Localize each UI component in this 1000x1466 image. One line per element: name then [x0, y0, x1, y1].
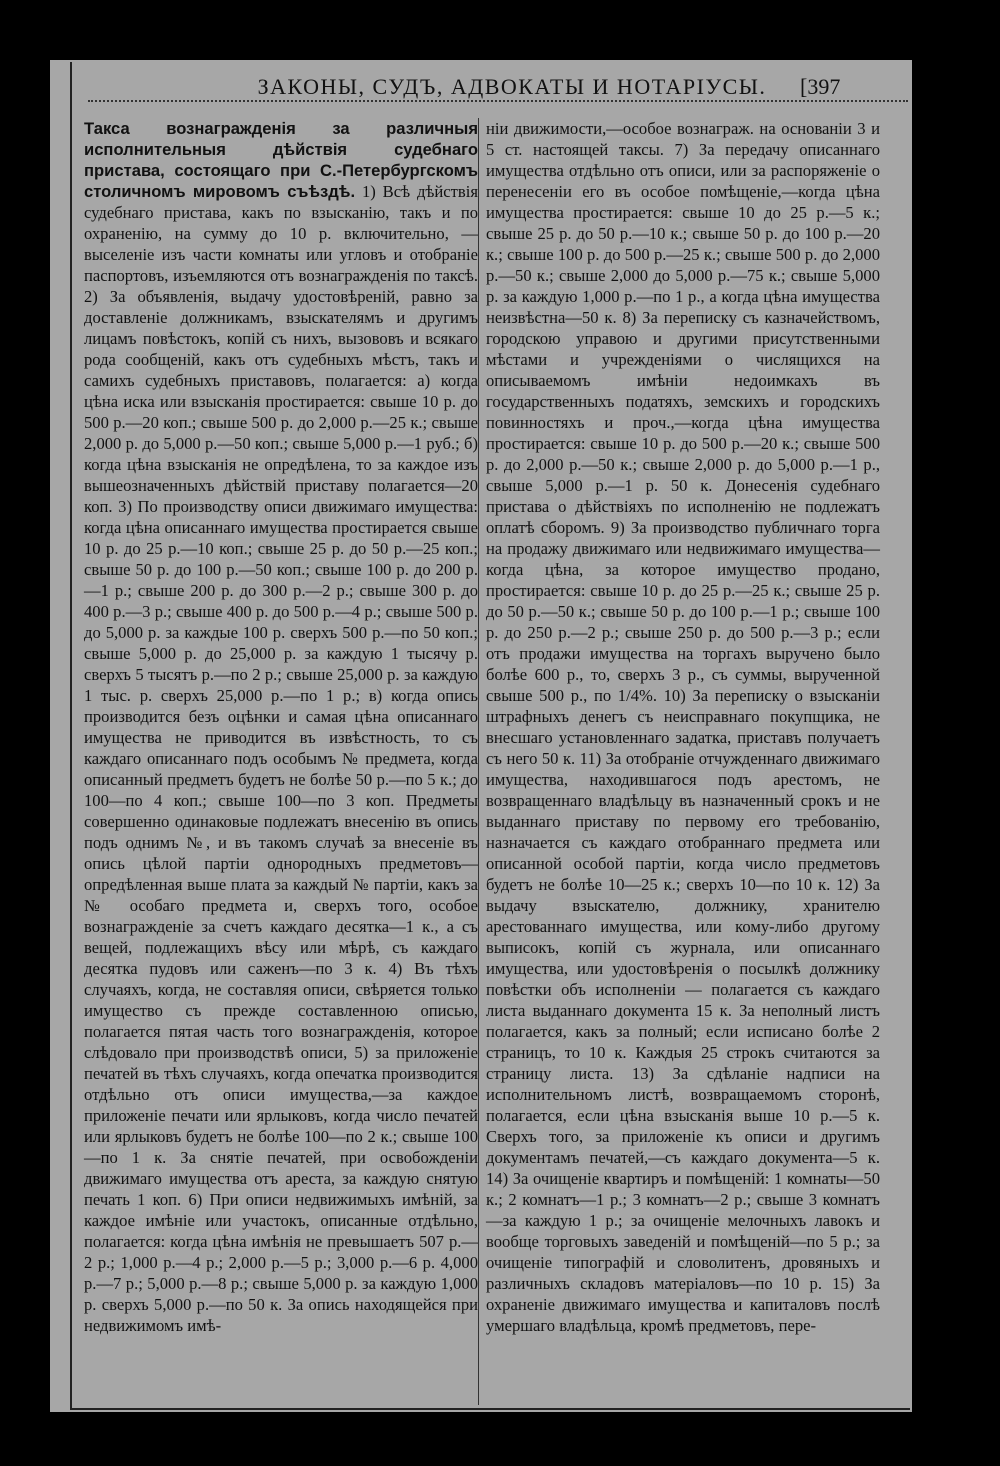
left-column — [84, 118, 478, 1336]
header-rule — [88, 100, 908, 102]
column-divider — [478, 118, 479, 1405]
page-number: [397 — [800, 74, 841, 99]
left-column-text: 1) Всѣ дѣйствія судебнаго пристава, какъ по взысканію, такъ и по охраненію, на сумму до 10 р. включительно, — выселеніе изъ части комнаты или угловъ и отобраніе паспортовъ, изъемляются отъ вознагражденія по таксѣ. 2) За объявленія, выдачу удостовѣреній, равно за доставленіе должникамъ, взыскателямъ и другимъ лицамъ повѣстокъ, копій съ нихъ, вызововъ и всякаго рода сообщеній, какъ отъ судебныхъ мѣстъ, такъ и самихъ судебныхъ приставовъ, полагается: а) когда цѣна иска или взысканія простирается: свыше 10 р. до 500 р.—20 коп.; свыше 500 р. до 2,000 р.—25 к.; свыше 2,000 р. до 5,000 р.—50 коп.; свыше 5,000 р.—1 руб.; б) когда цѣна взысканія не опредѣлена, то за каждое изъ вышеозначенныхъ дѣйствій приставу полагается—20 коп. 3) По производству описи движимаго имущества: когда цѣна описаннаго имущества простирается свыше 10 р. до 25 р.—10 коп.; свыше 25 р. до 50 р.—25 коп.; свыше 50 р. до 100 р.—50 коп.; свыше 100 р. до 200 р.—1 р.; свыше 200 р. до 300 р.—2 р.; свыше 300 р. до 400 р.—3 р.; свыше 400 р. до 500 р.—4 р.; свыше 500 р. до 5,000 р. за каждые 100 р. сверхъ 500 р.—по 50 коп.; свыше 5,000 р. до 25,000 р. за каждую 1 тысячу р. сверхъ 5 тысятъ р.—по 2 р.; свыше 25,000 р. за каждую 1 тыс. р. сверхъ 25,000 р.—по 1 р.; в) когда опись производится безъ оцѣнки и самая цѣна описаннаго имущества не приводится въ извѣстность, то съ каждаго описаннаго подъ особымъ № предмета, когда описанный предметъ будетъ не болѣе 50 р.—по 5 к.; до 100—по 4 коп.; свыше 100—по 3 коп. Предметы совершенно одинаковые подлежатъ внесенію въ опись подъ однимъ №, и въ такомъ случаѣ за внесеніе въ опись цѣлой партіи однородныхъ предметовъ—опредѣленная выше плата за каждый № партіи, какъ за № особаго предмета и, сверхъ того, особое вознагражденіе за счетъ каждаго десятка—1 к., а съ вещей, подлежащихъ вѣсу или мѣрѣ, съ каждаго десятка пудовъ или саженъ—по 3 к. 4) Въ тѣхъ случаяхъ, когда, не составляя описи, свѣряется только имущество съ прежде составленною описью, полагается пятая часть того вознагражденія, которое слѣдовало при производствѣ описи, 5) за приложеніе печатей въ тѣхъ случаяхъ, когда опечатка производится отдѣльно отъ описи имущества,—за каждое приложеніе печати или ярлыковъ, когда число печатей или ярлыковъ будетъ не болѣе 100—по 2 к.; свыше 100—по 1 к. За снятіе печатей, при освобожденіи движимаго имущества отъ ареста, за каждую снятую печать 1 коп. 6) При описи недвижимыхъ имѣній, за каждое имѣніе или участокъ, описанные отдѣльно, полагается: когда цѣна имѣнія не превышаетъ 507 р.—2 р.; 1,000 р.—4 р.; 2,000 р.—5 р.; 3,000 р.—6 р. 4,000 р.—7 р.; 5,000 р.—8 р.; свыше 5,000 р. за каждую 1,000 р. сверхъ 5,000 р.—по 50 к. За опись находящейся при недвижимомъ имѣ- — [84, 182, 478, 1335]
right-column — [486, 118, 880, 1336]
section-heading: Такса вознагражденія за различныя исполнительныя дѣйствія судебнаго пристава, состоящаго при С.-Петербургскомъ столичномъ мировомъ съѣздѣ. — [84, 119, 478, 201]
header-title: ЗАКОНЫ, СУДЪ, АДВОКАТЫ И НОТАРІУСЫ. — [257, 74, 767, 99]
left-column-paragraph — [84, 118, 478, 1336]
running-header — [72, 68, 910, 108]
right-column-text: ніи движимости,—особое вознаграж. на основаніи 3 и 5 ст. настоящей таксы. 7) За передачу описаннаго имущества отдѣльно отъ описи, или за распоряженіе о перенесеніи его въ особое помѣщеніе,—когда цѣна имущества простирается: свыше 10 до 25 р.—5 к.; свыше 25 р. до 50 р.—10 к.; свыше 50 р. до 100 р.—20 к.; свыше 100 р. до 500 р.—25 к.; свыше 500 р. до 2,000 р.—50 к.; свыше 2,000 до 5,000 р.—75 к.; свыше 5,000 р. за каждую 1,000 р.—по 1 р., а когда цѣна имущества неизвѣстна—50 к. 8) За переписку съ казначействомъ, городскою управою и другими присутственными мѣстами и учрежденіями о числящихся на описываемомъ имѣніи недоимкахъ въ государственныхъ податяхъ, земскихъ и городскихъ повинностяхъ и проч.,—когда цѣна имущества простирается: свыше 10 р. до 500 р.—20 к.; свыше 500 р. до 2,000 р.—50 к.; свыше 2,000 р. до 5,000 р.—1 р., свыше 5,000 р.—1 р. 50 к. Донесенія судебнаго пристава о дѣйствіяхъ по исполненію не подлежатъ оплатѣ сборомъ. 9) За производство публичнаго торга на продажу движимаго или недвижимаго имущества—когда цѣна, за которое имущество продано, простирается: свыше 10 р. до 25 р.—25 к.; свыше 25 р. до 50 р.—50 к.; свыше 50 р. до 100 р.—1 р.; свыше 100 р. до 250 р.—2 р.; свыше 250 р. до 500 р.—3 р.; если отъ продажи имущества на торгахъ выручено было болѣе 600 р., то, сверхъ 3 р., съ суммы, вырученной свыше 500 р., по 1/4%. 10) За переписку о взысканіи штрафныхъ денегъ съ неисправнаго покупщика, не внесшаго установленнаго задатка, приставъ получаетъ съ него 50 к. 11) За отобраніе отчужденнаго движимаго имущества, находившагося подъ арестомъ, не возвращеннаго владѣльцу въ назначенный срокъ и не выданнаго приставу по первому его требованію, назначается съ каждаго отобраннаго предмета или описанной особой партіи, когда число предметовъ будетъ не болѣе 10—25 к.; сверхъ 10—по 10 к. 12) За выдачу взыскателю, должнику, хранителю арестованнаго имущества, или кому-либо другому выписокъ, копій съ журнала, или описаннаго имущества, или удостовѣренія о посылкѣ должнику повѣстки объ исполненіи — полагается съ каждаго листа выданнаго документа 15 к. За неполный листъ полагается, какъ за полный; если исписано болѣе 2 страницъ, то 10 к. Каждыя 25 строкъ считаются за страницу листа. 13) За сдѣланіе надписи на исполнительномъ листѣ, возвращаемомъ сторонѣ, полагается, если цѣна взысканія выше 10 р.—5 к. Сверхъ того, за приложеніе къ описи и другимъ документамъ печатей,—съ каждаго документа—5 к. 14) За очищеніе квартиръ и помѣщеній: 1 комнаты—50 к.; 2 комнатъ—1 р.; 3 комнатъ—2 р.; свыше 3 комнатъ—за каждую 1 р.; за очищеніе мелочныхъ лавокъ и вообще торговыхъ заведеній и помѣщеній—по 5 р.; за очищеніе типографій и словолитенъ, дровяныхъ и различныхъ складовъ матеріаловъ—по 10 р. 15) За охраненіе движимаго имущества и капиталовъ послѣ умершаго владѣльца, кромѣ предметовъ, пере- — [486, 119, 880, 1335]
